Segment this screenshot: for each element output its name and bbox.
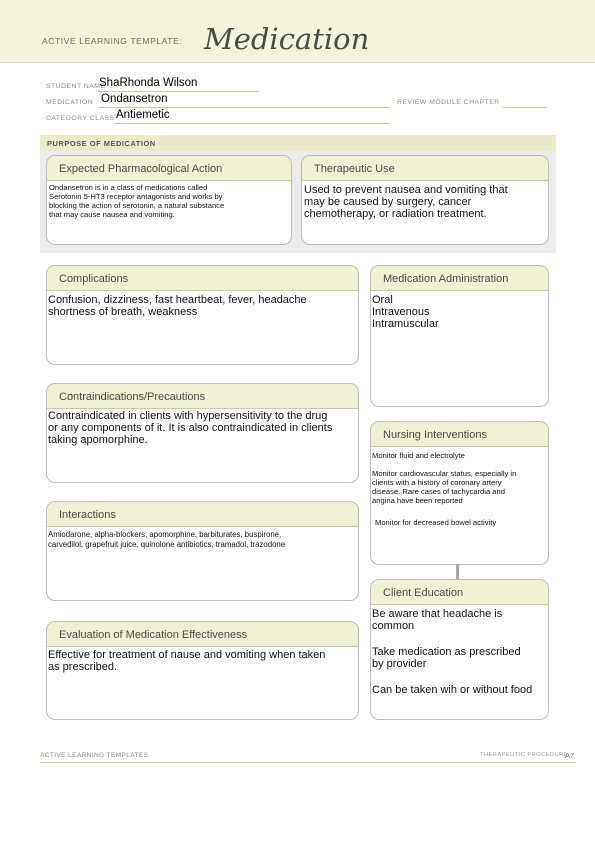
medication-administration-box[interactable] [370, 265, 549, 407]
complications-text: Confusion, dizziness, fast heartbeat, fever, headache shortness of breath, weakness [48, 294, 307, 318]
page-title: Medication [204, 22, 370, 56]
client-education-item-1: Be aware that headache is common [372, 608, 503, 632]
evaluation-title: Evaluation of Medication Effectiveness [59, 629, 248, 641]
medication-administration-text: Oral Intravenous Intramuscular [372, 294, 439, 330]
therapeutic-use-title: Therapeutic Use [314, 163, 395, 175]
nursing-interventions-title: Nursing Interventions [383, 429, 487, 441]
client-education-box[interactable] [370, 579, 549, 720]
connector-bar [456, 565, 459, 579]
complications-box[interactable] [46, 265, 359, 365]
nursing-intervention-2: Monitor cardiovascular status, especially in clients with a history of coronary artery disease. Rare cases of tachycardia and angina have been reported [372, 469, 517, 505]
client-education-item-2: Take medication as prescribed by provider [372, 646, 521, 670]
client-education-item-3: Can be taken wih or without food [372, 684, 533, 696]
category-class-label: CATEGORY CLASS [46, 115, 115, 122]
footer-divider [40, 762, 576, 763]
interactions-text: Amiodarone, alpha-blockers, apomorphine, barbiturates, buspirone, carvedilol, grapefruit juice, quinolone antibiotics, tramadol, trazodone [48, 530, 286, 549]
contraindications-title: Contraindications/Precautions [59, 391, 206, 403]
template-label: ACTIVE LEARNING TEMPLATE: [42, 36, 183, 46]
expected-action-text: Ondansetron is in a class of medications called Serotonin 5-HT3 receptor antagonists and works by blocking the action of serotonin, a natural substance that may cause nausea and vomiting. [49, 183, 225, 219]
contraindications-text: Contraindicated in clients with hypersensitivity to the drug or any components of it. It is also contraindicated in clients taking apomorphine. [48, 410, 333, 446]
purpose-label: PURPOSE OF MEDICATION [47, 139, 156, 148]
medication-label: MEDICATION [46, 99, 94, 106]
nursing-intervention-1: Monitor fluid and electrolyte [372, 451, 465, 460]
evaluation-text: Effective for treatment of nause and vomiting when taken as prescribed. [48, 649, 326, 673]
footer-page-number: A7 [565, 751, 575, 760]
complications-title: Complications [59, 273, 129, 285]
footer-right-label: THERAPEUTIC PROCEDURE [480, 752, 568, 758]
contraindications-box[interactable] [46, 383, 359, 483]
student-name-label: STUDENT NAME [46, 83, 106, 90]
interactions-box[interactable] [46, 501, 359, 601]
footer-left-label: ACTIVE LEARNING TEMPLATES [40, 752, 149, 759]
interactions-title: Interactions [59, 509, 116, 521]
student-name-field[interactable]: ShaRhonda Wilson [99, 77, 198, 89]
expected-action-box[interactable] [46, 155, 292, 245]
client-education-title: Client Education [383, 587, 464, 599]
review-module-label: REVIEW MODULE CHAPTER [397, 99, 500, 106]
medication-administration-title: Medication Administration [383, 273, 509, 285]
evaluation-box[interactable] [46, 621, 359, 720]
nursing-interventions-box[interactable] [370, 421, 549, 565]
student-name-underline [98, 91, 258, 92]
therapeutic-use-box[interactable] [301, 155, 549, 245]
medication-field[interactable]: Ondansetron [101, 93, 168, 105]
category-class-underline [114, 123, 390, 124]
review-module-underline[interactable] [503, 107, 546, 108]
medication-underline [98, 107, 390, 108]
nursing-intervention-3: Monitor for decreased bowel activity [375, 518, 497, 527]
category-class-field[interactable]: Antiemetic [116, 109, 170, 121]
therapeutic-use-text: Used to prevent nausea and vomiting that may be caused by surgery, cancer chemotherapy, or radiation treatment. [304, 184, 508, 220]
expected-action-title: Expected Pharmacological Action [59, 163, 223, 175]
